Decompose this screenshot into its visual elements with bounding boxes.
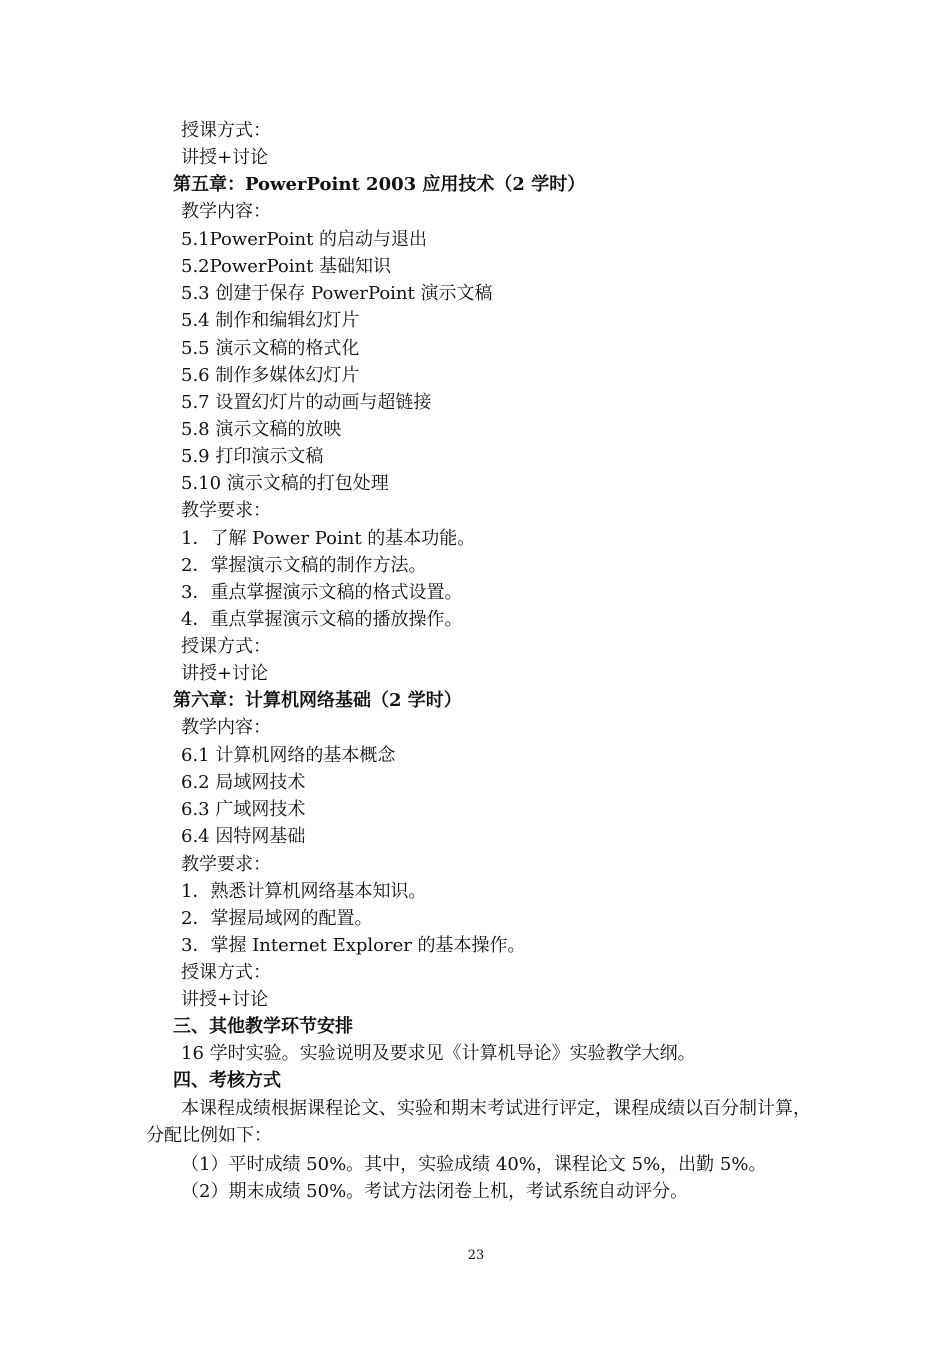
teaching-requirements-label: 教学要求： <box>181 854 271 875</box>
requirement-item: 3．重点掌握演示文稿的格式设置。 <box>181 582 463 603</box>
content-item: 5.5 演示文稿的格式化 <box>181 338 360 359</box>
content-item: 6.2 局域网技术 <box>181 772 306 793</box>
content-item: 6.4 因特网基础 <box>181 826 306 847</box>
content-item: 5.6 制作多媒体幻灯片 <box>181 365 360 386</box>
requirement-item: 2．掌握局域网的配置。 <box>181 908 373 929</box>
teaching-requirements-label: 教学要求： <box>181 500 271 521</box>
page-number: 23 <box>467 1248 485 1263</box>
section-3-heading: 三、其他教学环节安排 <box>173 1016 353 1037</box>
requirement-item: 2．掌握演示文稿的制作方法。 <box>181 555 427 576</box>
requirement-item: 4．重点掌握演示文稿的播放操作。 <box>181 609 463 630</box>
content-item: 5.7 设置幻灯片的动画与超链接 <box>181 392 432 413</box>
score-item: （2）期末成绩 50%。考试方法闭卷上机，考试系统自动评分。 <box>181 1181 689 1202</box>
requirement-item: 1．了解 Power Point 的基本功能。 <box>181 528 476 549</box>
chapter-5-heading: 第五章：PowerPoint 2003 应用技术（2 学时） <box>173 174 586 195</box>
content-item: 5.9 打印演示文稿 <box>181 446 324 467</box>
teaching-method-value: 讲授+讨论 <box>181 989 269 1010</box>
score-item: （1）平时成绩 50%。其中，实验成绩 40%，课程论文 5%，出勤 5%。 <box>181 1154 767 1175</box>
content-item: 5.8 演示文稿的放映 <box>181 419 342 440</box>
content-item: 6.3 广域网技术 <box>181 799 306 820</box>
teaching-content-label: 教学内容： <box>181 201 271 222</box>
content-item: 5.1PowerPoint 的启动与退出 <box>181 229 428 250</box>
content-item: 5.10 演示文稿的打包处理 <box>181 473 389 494</box>
section-3-text: 16 学时实验。实验说明及要求见《计算机导论》实验教学大纲。 <box>181 1043 696 1064</box>
content-item: 5.3 创建于保存 PowerPoint 演示文稿 <box>181 283 493 304</box>
chapter-6-heading: 第六章：计算机网络基础（2 学时） <box>173 690 462 711</box>
requirement-item: 3．掌握 Internet Explorer 的基本操作。 <box>181 935 526 956</box>
assessment-paragraph: 本课程成绩根据课程论文、实验和期末考试进行评定，课程成绩以百分制计算，分配比例如下： <box>146 1098 811 1146</box>
content-item: 5.4 制作和编辑幻灯片 <box>181 310 360 331</box>
teaching-method-label: 授课方式： <box>181 962 271 983</box>
requirement-item: 1．熟悉计算机网络基本知识。 <box>181 881 427 902</box>
teaching-method-value: 讲授+讨论 <box>181 663 269 684</box>
teaching-content-label: 教学内容： <box>181 717 271 738</box>
teaching-method-label: 授课方式： <box>181 120 271 141</box>
content-item: 6.1 计算机网络的基本概念 <box>181 745 396 766</box>
teaching-method-label: 授课方式： <box>181 636 271 657</box>
section-4-heading: 四、考核方式 <box>173 1070 281 1091</box>
teaching-method-value: 讲授+讨论 <box>181 147 269 168</box>
content-item: 5.2PowerPoint 基础知识 <box>181 256 392 277</box>
